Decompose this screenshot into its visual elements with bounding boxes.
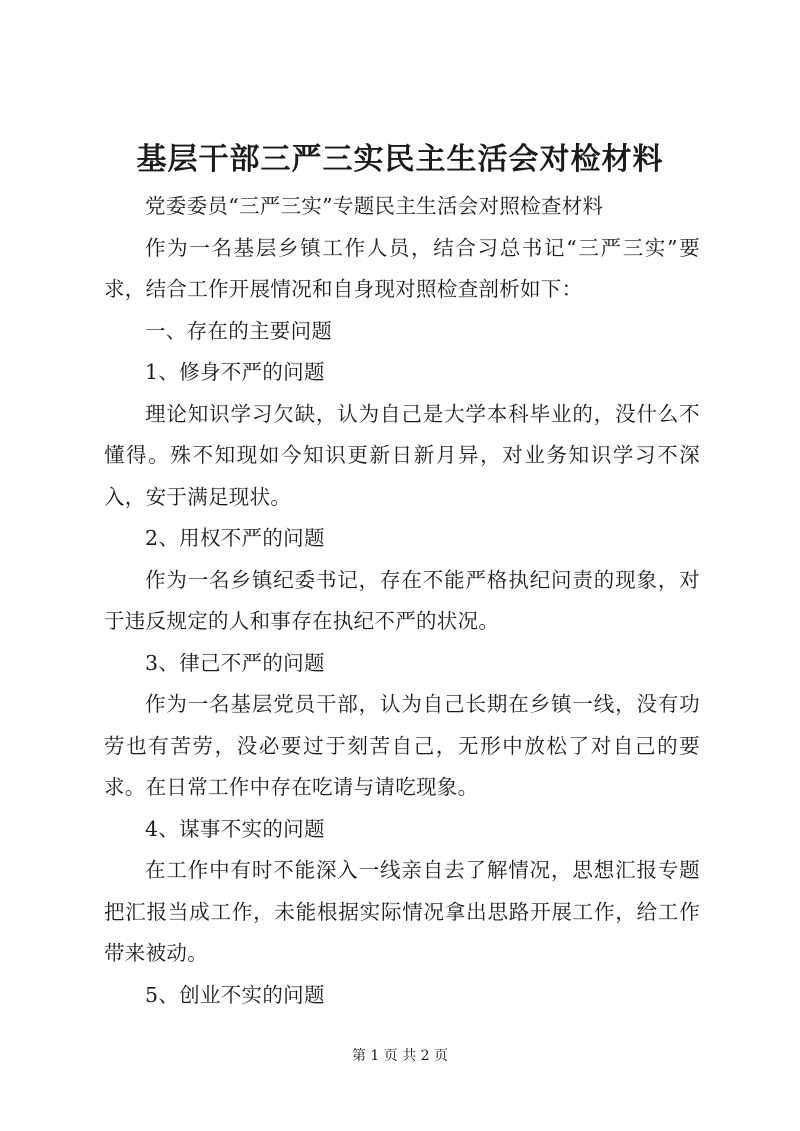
body-paragraph: 作为一名乡镇纪委书记，存在不能严格执纪问责的现象，对于违反规定的人和事存在执纪不严的状况。 [104, 567, 700, 633]
subsection-heading: 4、谋事不实的问题 [145, 816, 325, 841]
body-paragraph: 理论知识学习欠缺，认为自己是大学本科毕业的，没什么不懂得。殊不知现如今知识更新日新月异，对业务知识学习不深入，安于满足现状。 [104, 401, 700, 509]
body-paragraph: 作为一名基层党员干部，认为自己长期在乡镇一线，没有功劳也有苦劳，没必要过于刻苦自己，无形中放松了对自己的要求。在日常工作中存在吃请与请吃现象。 [104, 692, 700, 799]
subsection-heading: 3、律己不严的问题 [145, 650, 325, 675]
subsection-heading: 5、创业不实的问题 [145, 982, 325, 1007]
page-number-footer: 第 1 页 共 2 页 [351, 1048, 449, 1064]
subsection-heading: 2、用权不严的问题 [145, 526, 325, 550]
section-heading: 一、存在的主要问题 [145, 318, 333, 343]
document-body [104, 186, 700, 1016]
subtitle-paragraph: 党委委员“三严三实”专题民主生活会对照检查材料 [145, 194, 604, 218]
intro-paragraph: 作为一名基层乡镇工作人员，结合习总书记“三严三实”要求，结合工作开展情况和自身现对照检查剖析如下： [104, 235, 700, 301]
subsection-heading: 1、修身不严的问题 [145, 360, 325, 384]
body-paragraph: 在工作中有时不能深入一线亲自去了解情况，思想汇报专题把汇报当成工作，未能根据实际情况拿出思路开展工作，给工作带来被动。 [104, 858, 700, 965]
document-title: 基层干部三严三实民主生活会对检材料 [136, 142, 664, 177]
